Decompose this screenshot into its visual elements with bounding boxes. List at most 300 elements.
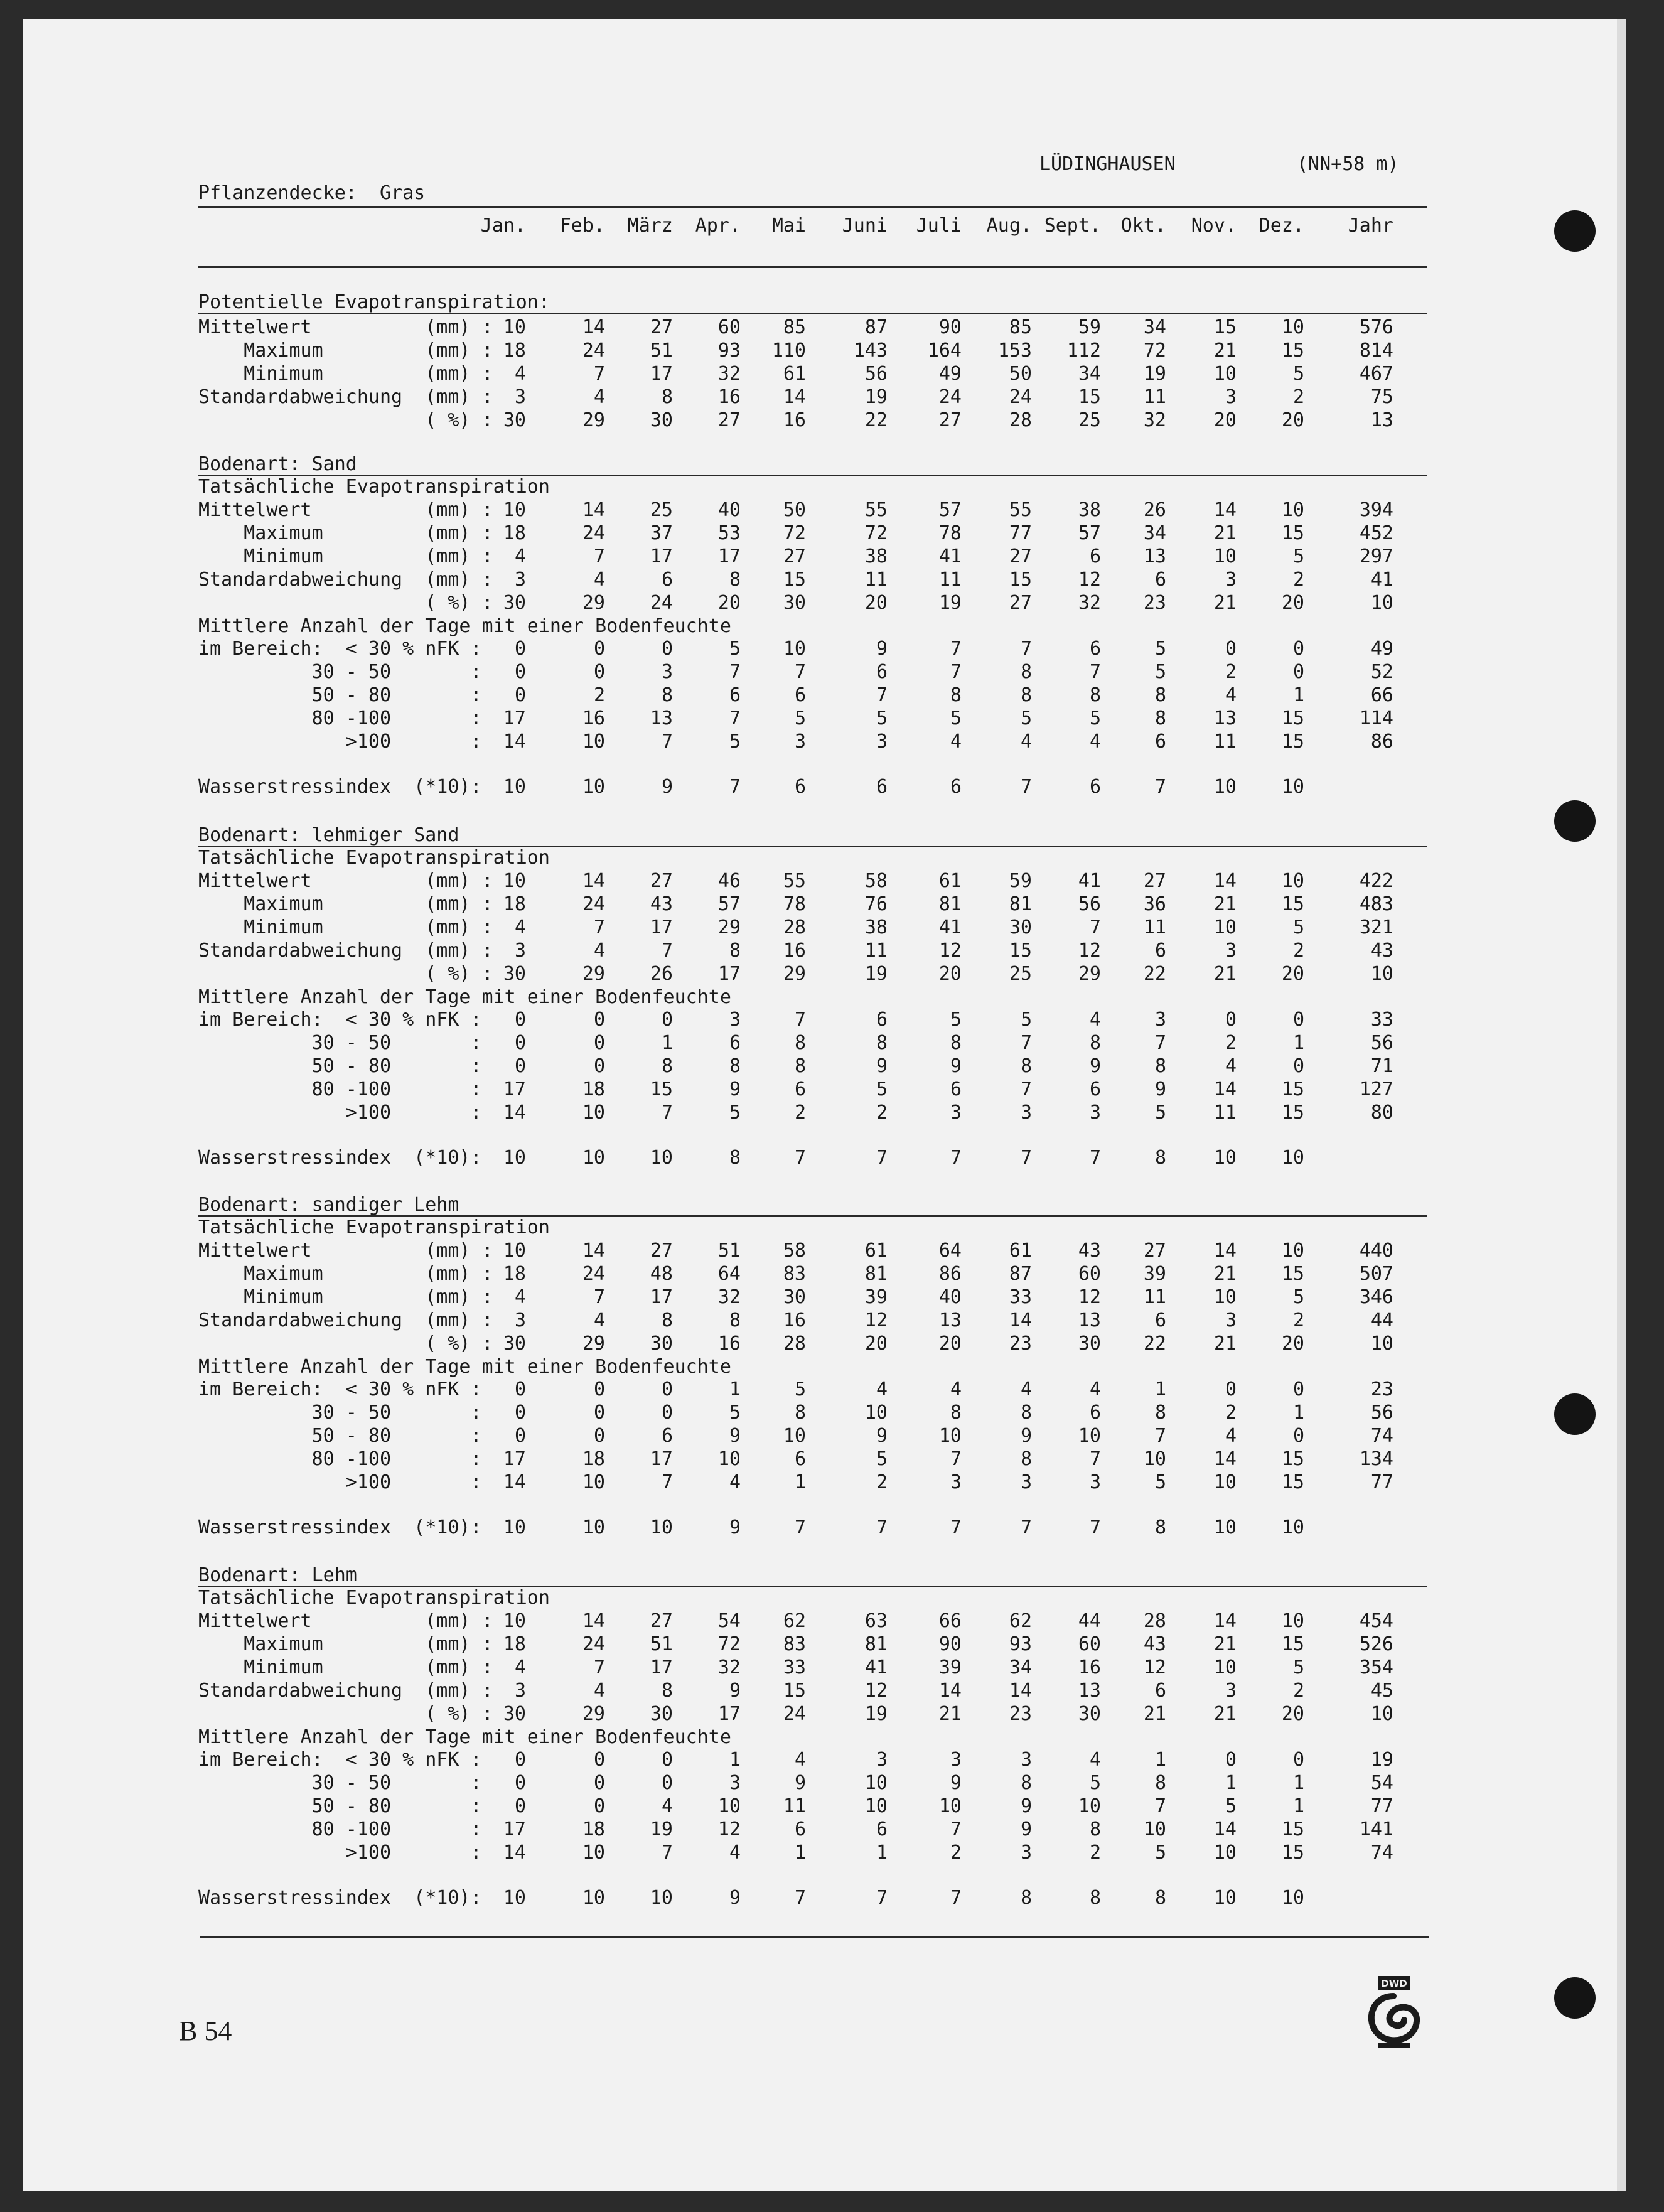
value-cell: 16 [717,385,741,408]
value-cell: 5 [1292,1656,1304,1678]
value-cell: 21 [1213,339,1237,362]
value-cell: 1 [661,1032,673,1055]
value-cell: 10 [1213,775,1237,798]
value-cell: 6 [876,1818,888,1841]
table-row [198,776,1429,798]
value-cell: 4 [1020,731,1032,753]
value-cell: 12 [864,1679,888,1702]
value-cell: 7 [593,1656,605,1678]
value-cell: 15 [1281,1471,1304,1493]
value-cell: 10 [650,1146,673,1169]
value-cell: 24 [783,1702,806,1725]
value-cell: 61 [1009,1240,1032,1262]
row-label: 50 - 80 : [198,1795,482,1818]
value-cell: 81 [864,1633,888,1655]
value-cell: 13 [650,707,673,730]
value-cell: 18 [582,1448,605,1471]
value-cell: 21 [1213,1702,1237,1725]
value-cell: 7 [1154,1425,1166,1447]
value-cell: 27 [938,409,962,431]
value-cell: 55 [864,499,888,521]
value-cell: 56 [1078,893,1101,915]
value-cell: 4 [1020,1378,1032,1401]
month-header-cell: Jan. [480,215,526,237]
value-cell: 6 [661,1425,673,1447]
value-cell: 10 [1281,1146,1304,1169]
table-row [198,569,1429,591]
row-label: >100 : [198,731,482,753]
value-cell: 5 [794,707,806,730]
value-cell: 9 [729,1679,741,1702]
value-cell: 22 [1143,962,1166,985]
value-cell: 8 [1020,1448,1032,1471]
cover-label: Pflanzendecke: Gras [198,182,426,204]
value-cell: 39 [864,1286,888,1308]
value-cell: 10 [1281,499,1304,521]
value-cell: 6 [794,684,806,707]
value-cell: 10 [650,1516,673,1538]
value-cell: 11 [1213,731,1237,753]
table-row [198,1333,1429,1355]
value-cell: 41 [864,1656,888,1678]
value-cell: 15 [1213,316,1237,338]
value-cell: 3 [876,1749,888,1771]
value-cell: 16 [1078,1656,1101,1678]
value-cell: 9 [661,775,673,798]
value-cell: 1 [729,1749,741,1771]
row-label: ( %) : [198,1332,493,1355]
value-cell: 0 [514,1772,526,1795]
value-cell: 4 [1089,1749,1101,1771]
value-cell: 6 [1154,731,1166,753]
value-cell: 8 [1154,707,1166,730]
value-cell: 7 [661,1842,673,1864]
value-cell: 8 [1154,1146,1166,1169]
value-cell: 8 [729,939,741,962]
value-cell: 81 [1009,893,1032,915]
row-label: im Bereich: < 30 % nFK : [198,1749,482,1771]
value-cell: 127 [1359,1078,1393,1101]
value-cell: 454 [1359,1610,1393,1632]
value-cell: 32 [717,1286,741,1308]
row-label: Standardabweichung (mm) : [198,939,493,962]
row-label: >100 : [198,1102,482,1124]
value-cell: 5 [876,1448,888,1471]
value-cell: 38 [864,545,888,567]
value-cell: 61 [783,362,806,385]
table-row [198,684,1429,707]
value-cell: 6 [876,1009,888,1031]
value-cell: 17 [650,545,673,567]
value-cell: 0 [514,1402,526,1424]
row-label: 30 - 50 : [198,1032,482,1055]
value-cell: 19 [1370,1749,1393,1771]
value-cell: 8 [729,1055,741,1078]
value-cell: 93 [717,339,741,362]
value-cell: 1 [729,1378,741,1401]
value-cell: 13 [1370,409,1393,431]
value-cell: 57 [938,499,962,521]
value-cell: 72 [717,1633,741,1655]
value-cell: 2 [1225,661,1237,684]
value-cell: 2 [876,1471,888,1493]
value-cell: 21 [1213,1633,1237,1655]
value-cell: 15 [1281,1448,1304,1471]
value-cell: 6 [729,1032,741,1055]
value-cell: 5 [1292,362,1304,385]
value-cell: 19 [864,962,888,985]
row-label: Maximum (mm) : [198,522,493,544]
row-label: >100 : [198,1842,482,1864]
value-cell: 11 [938,568,962,591]
value-cell: 71 [1370,1055,1393,1078]
value-cell: 52 [1370,661,1393,684]
value-cell: 76 [864,893,888,915]
value-cell: 17 [650,916,673,938]
value-cell: 153 [997,339,1032,362]
value-cell: 83 [783,1633,806,1655]
value-cell: 30 [783,591,806,614]
value-cell: 422 [1359,870,1393,892]
station-name: LÜDINGHAUSEN [1039,153,1176,175]
value-cell: 8 [1154,1772,1166,1795]
value-cell: 10 [864,1772,888,1795]
value-cell: 10 [1213,1516,1237,1538]
value-cell: 72 [783,522,806,544]
value-cell: 15 [1009,939,1032,962]
value-cell: 14 [783,385,806,408]
row-label: Standardabweichung (mm) : [198,1679,493,1702]
value-cell: 4 [514,1656,526,1678]
row-label: 50 - 80 : [198,684,482,707]
value-cell: 10 [1213,1886,1237,1909]
value-cell: 814 [1359,339,1393,362]
value-cell: 14 [1009,1679,1032,1702]
value-cell: 5 [950,707,962,730]
value-cell: 6 [794,775,806,798]
value-cell: 18 [503,1633,526,1655]
table-row [198,1240,1429,1262]
value-cell: 5 [1154,1842,1166,1864]
value-cell: 5 [1089,1772,1101,1795]
value-cell: 4 [794,1749,806,1771]
value-cell: 4 [593,1679,605,1702]
value-cell: 18 [582,1818,605,1841]
value-cell: 4 [1225,684,1237,707]
value-cell: 57 [717,893,741,915]
rule [198,206,1427,208]
value-cell: 10 [1281,316,1304,338]
value-cell: 7 [729,707,741,730]
value-cell: 34 [1078,362,1101,385]
table-row [198,1703,1429,1726]
value-cell: 78 [938,522,962,544]
table-row [198,592,1429,615]
value-cell: 9 [876,638,888,660]
value-cell: 0 [593,661,605,684]
value-cell: 10 [864,1402,888,1424]
row-label: Mittelwert (mm) : [198,870,493,892]
value-cell: 29 [717,916,741,938]
value-cell: 28 [1143,1610,1166,1632]
value-cell: 55 [1009,499,1032,521]
value-cell: 5 [1154,638,1166,660]
value-cell: 9 [1154,1078,1166,1101]
value-cell: 30 [503,1332,526,1355]
value-cell: 39 [1143,1262,1166,1285]
row-label: 80 -100 : [198,1078,482,1101]
value-cell: 0 [661,638,673,660]
table-row [198,1448,1429,1471]
value-cell: 0 [1225,638,1237,660]
table-row [198,522,1429,545]
value-cell: 87 [1009,1262,1032,1285]
month-header-cell: Juni [842,215,888,237]
table-row [198,1517,1429,1539]
value-cell: 41 [938,545,962,567]
value-cell: 28 [783,1332,806,1355]
value-cell: 77 [1009,522,1032,544]
value-cell: 10 [783,1425,806,1447]
value-cell: 51 [717,1240,741,1262]
value-cell: 9 [794,1772,806,1795]
value-cell: 85 [783,316,806,338]
value-cell: 30 [650,1332,673,1355]
value-cell: 3 [514,385,526,408]
value-cell: 297 [1359,545,1393,567]
value-cell: 27 [650,870,673,892]
value-cell: 32 [1078,591,1101,614]
value-cell: 7 [1154,1795,1166,1818]
value-cell: 21 [1213,591,1237,614]
value-cell: 8 [661,684,673,707]
value-cell: 9 [729,1516,741,1538]
month-header-cell: Dez. [1259,215,1304,237]
value-cell: 8 [661,385,673,408]
value-cell: 10 [1281,870,1304,892]
value-cell: 81 [938,893,962,915]
value-cell: 0 [661,1378,673,1401]
value-cell: 0 [593,1402,605,1424]
row-label: Maximum (mm) : [198,893,493,915]
value-cell: 321 [1359,916,1393,938]
value-cell: 7 [1089,1448,1101,1471]
value-cell: 4 [514,916,526,938]
row-label: Maximum (mm) : [198,1262,493,1285]
value-cell: 10 [503,870,526,892]
row-label: Minimum (mm) : [198,362,493,385]
value-cell: 10 [717,1448,741,1471]
value-cell: 26 [650,962,673,985]
value-cell: 11 [1143,916,1166,938]
row-label: Wasserstressindex (*10): [198,1516,482,1538]
value-cell: 14 [1213,870,1237,892]
value-cell: 14 [503,1102,526,1124]
row-label: >100 : [198,1471,482,1493]
value-cell: 10 [582,1102,605,1124]
value-cell: 8 [661,1679,673,1702]
value-cell: 0 [514,1378,526,1401]
value-cell: 5 [876,1078,888,1101]
value-cell: 10 [1213,1146,1237,1169]
value-cell: 30 [503,591,526,614]
value-cell: 32 [717,362,741,385]
value-cell: 7 [1020,1516,1032,1538]
value-cell: 21 [1213,1332,1237,1355]
value-cell: 7 [1089,1146,1101,1169]
value-cell: 34 [1143,316,1166,338]
value-cell: 3 [1225,385,1237,408]
value-cell: 10 [1213,1286,1237,1308]
value-cell: 56 [1370,1402,1393,1424]
value-cell: 10 [1370,962,1393,985]
table-row [198,916,1429,939]
value-cell: 5 [729,638,741,660]
value-cell: 0 [661,1402,673,1424]
value-cell: 7 [729,775,741,798]
row-label: 30 - 50 : [198,1402,482,1424]
value-cell: 0 [514,1032,526,1055]
row-label: Standardabweichung (mm) : [198,568,493,591]
value-cell: 14 [582,870,605,892]
value-cell: 50 [783,499,806,521]
value-cell: 9 [729,1425,741,1447]
value-cell: 10 [1281,1886,1304,1909]
value-cell: 7 [950,661,962,684]
value-cell: 8 [1020,1886,1032,1909]
binder-hole [1554,1977,1596,2019]
value-cell: 19 [938,591,962,614]
value-cell: 3 [1225,939,1237,962]
value-cell: 7 [1089,661,1101,684]
value-cell: 30 [650,1702,673,1725]
value-cell: 14 [503,1471,526,1493]
row-label: Wasserstressindex (*10): [198,775,482,798]
value-cell: 4 [729,1842,741,1864]
value-cell: 14 [582,1240,605,1262]
value-cell: 11 [1213,1102,1237,1124]
value-cell: 29 [1078,962,1101,985]
value-cell: 4 [1225,1055,1237,1078]
value-cell: 15 [1281,522,1304,544]
value-cell: 8 [794,1032,806,1055]
value-cell: 44 [1370,1309,1393,1331]
value-cell: 17 [717,1702,741,1725]
value-cell: 12 [864,1309,888,1331]
month-header-cell: Okt. [1120,215,1166,237]
value-cell: 15 [1281,1842,1304,1864]
table-row [198,893,1429,916]
value-cell: 1 [876,1842,888,1864]
value-cell: 6 [794,1078,806,1101]
value-cell: 1 [1292,1772,1304,1795]
row-label: Standardabweichung (mm) : [198,1309,493,1331]
row-label: Mittelwert (mm) : [198,316,493,338]
value-cell: 6 [876,775,888,798]
value-cell: 22 [1143,1332,1166,1355]
rule [198,313,1427,314]
value-cell: 10 [503,1610,526,1632]
value-cell: 467 [1359,362,1393,385]
value-cell: 46 [717,870,741,892]
value-cell: 49 [938,362,962,385]
value-cell: 0 [514,661,526,684]
value-cell: 8 [1154,1516,1166,1538]
value-cell: 43 [1078,1240,1101,1262]
value-cell: 14 [503,731,526,753]
value-cell: 6 [950,1078,962,1101]
value-cell: 8 [1089,1032,1101,1055]
row-label: 50 - 80 : [198,1425,482,1447]
value-cell: 22 [864,409,888,431]
value-cell: 3 [1020,1471,1032,1493]
value-cell: 33 [783,1656,806,1678]
value-cell: 6 [1089,638,1101,660]
value-cell: 8 [1154,684,1166,707]
value-cell: 13 [938,1309,962,1331]
value-cell: 10 [783,638,806,660]
value-cell: 1 [1292,1795,1304,1818]
value-cell: 10 [582,1516,605,1538]
table-row [198,1032,1429,1055]
value-cell: 6 [1154,1309,1166,1331]
value-cell: 25 [1078,409,1101,431]
value-cell: 10 [1078,1425,1101,1447]
row-label: ( %) : [198,1702,493,1725]
month-header-cell: März [627,215,673,237]
value-cell: 24 [650,591,673,614]
table-row [198,1795,1429,1818]
value-cell: 23 [1370,1378,1393,1401]
value-cell: 7 [950,1516,962,1538]
table-row [198,1055,1429,1078]
value-cell: 16 [717,1332,741,1355]
value-cell: 8 [661,1055,673,1078]
value-cell: 3 [1089,1471,1101,1493]
value-cell: 14 [1213,499,1237,521]
value-cell: 63 [864,1610,888,1632]
value-cell: 72 [1143,339,1166,362]
value-cell: 440 [1359,1240,1393,1262]
value-cell: 43 [1370,939,1393,962]
table-row [198,1471,1429,1494]
value-cell: 4 [514,1286,526,1308]
value-cell: 10 [1370,1332,1393,1355]
value-cell: 85 [1009,316,1032,338]
value-cell: 7 [876,1516,888,1538]
value-cell: 20 [864,1332,888,1355]
value-cell: 41 [1370,568,1393,591]
month-header-cell: Jahr [1348,215,1393,237]
value-cell: 3 [1225,1679,1237,1702]
value-cell: 0 [593,1009,605,1031]
subsection-title: Mittlere Anzahl der Tage mit einer Bodenfeuchte [198,985,731,1008]
value-cell: 14 [1009,1309,1032,1331]
value-cell: 21 [1213,893,1237,915]
value-cell: 9 [1020,1795,1032,1818]
value-cell: 60 [717,316,741,338]
value-cell: 17 [717,545,741,567]
value-cell: 39 [938,1656,962,1678]
value-cell: 66 [1370,684,1393,707]
value-cell: 0 [1292,638,1304,660]
row-label: 80 -100 : [198,1818,482,1841]
value-cell: 15 [783,568,806,591]
value-cell: 11 [1143,385,1166,408]
value-cell: 11 [864,568,888,591]
value-cell: 5 [1292,916,1304,938]
value-cell: 24 [582,1262,605,1285]
